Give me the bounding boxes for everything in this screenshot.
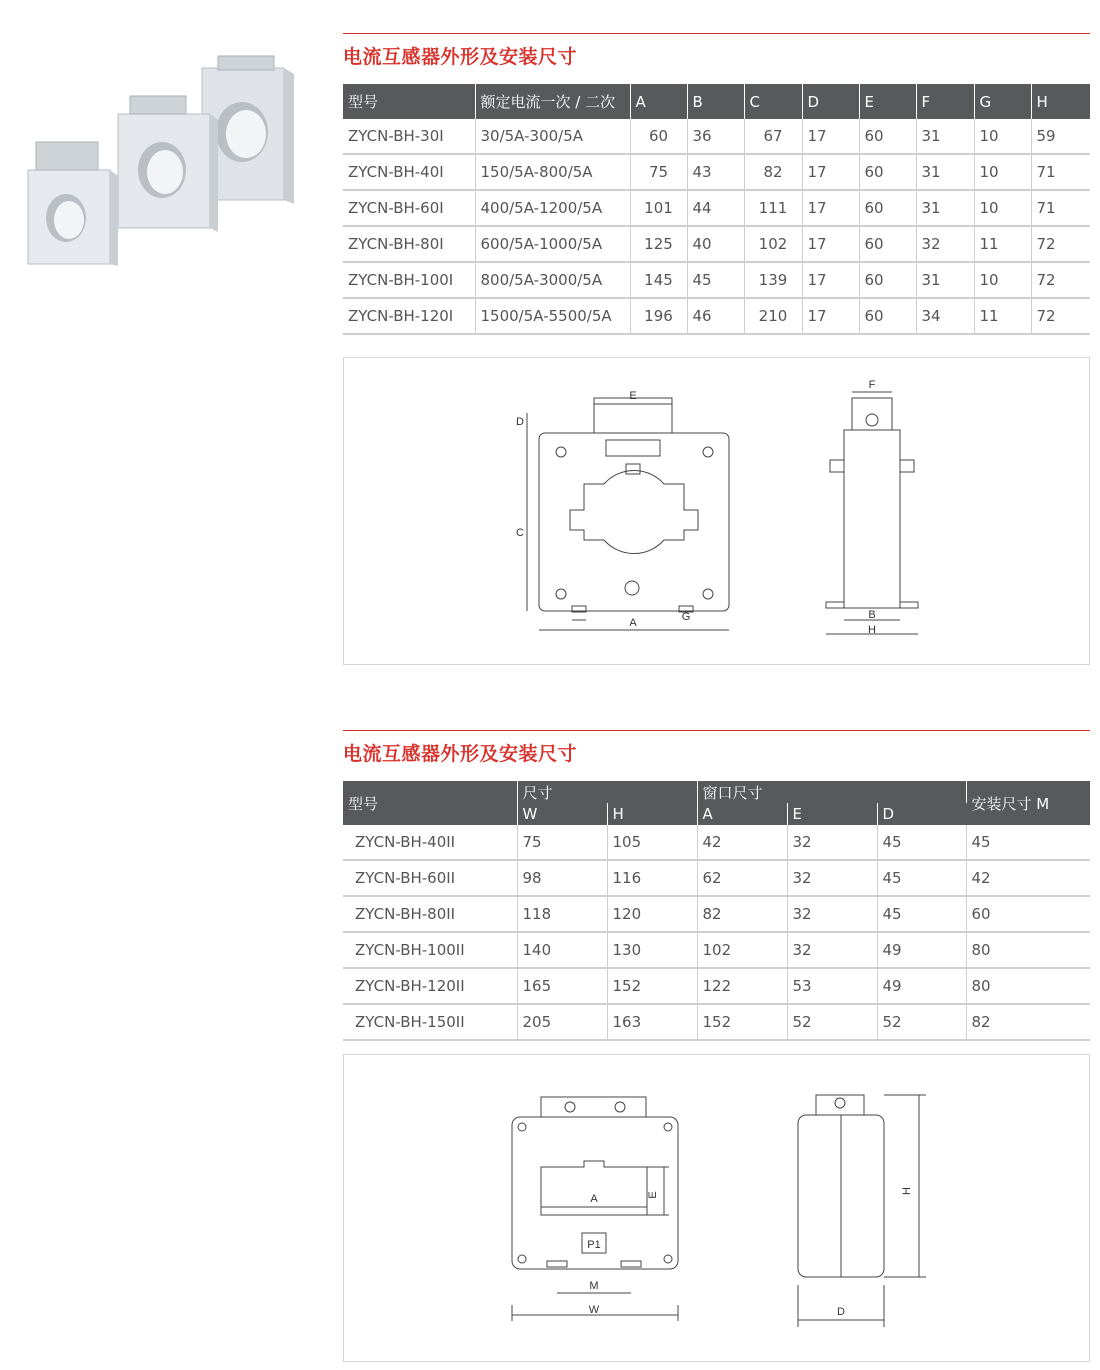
table-cell: 72 [1031, 298, 1090, 334]
table-cell: 42 [697, 825, 787, 860]
table-cell: 32 [787, 896, 877, 932]
header-D: D [877, 803, 966, 825]
product-image [22, 52, 312, 272]
table-row [343, 896, 1090, 932]
table-cell: 60 [859, 262, 916, 298]
table-cell: 10 [974, 119, 1031, 154]
table-cell: 82 [966, 1004, 1090, 1040]
table-cell: 102 [744, 226, 802, 262]
label2-E: E [647, 1191, 659, 1199]
table-cell: 130 [607, 932, 697, 968]
table-row [343, 1004, 1090, 1040]
table-cell: ZYCN-BH-80II [343, 896, 517, 932]
table-cell: 10 [974, 190, 1031, 226]
table-row [343, 932, 1090, 968]
table-cell: 17 [802, 298, 859, 334]
table-row [343, 262, 1090, 298]
table-cell: 10 [974, 154, 1031, 190]
table-cell: 125 [630, 226, 687, 262]
header-cell: G [974, 84, 1031, 119]
table-cell: 40 [687, 226, 744, 262]
table-cell: ZYCN-BH-100I [343, 262, 475, 298]
table-cell: 45 [877, 825, 966, 860]
transformer-medium [118, 96, 218, 232]
table-cell: 60 [859, 119, 916, 154]
table-cell: 98 [517, 860, 607, 896]
table-cell: ZYCN-BH-30I [343, 119, 475, 154]
label-D: D [516, 416, 524, 428]
table-row [343, 825, 1090, 860]
table-cell: ZYCN-BH-120II [343, 968, 517, 1004]
table-cell: 60 [966, 896, 1090, 932]
table-cell: ZYCN-BH-120I [343, 298, 475, 334]
table-cell: 42 [966, 860, 1090, 896]
table-cell: 116 [607, 860, 697, 896]
table-cell: 71 [1031, 190, 1090, 226]
table-cell: 34 [916, 298, 974, 334]
table-cell: 152 [607, 968, 697, 1004]
table-cell: 400/5A-1200/5A [475, 190, 630, 226]
table-row [343, 119, 1090, 154]
table-cell: 45 [687, 262, 744, 298]
table-row [343, 190, 1090, 226]
table-cell: 10 [974, 262, 1031, 298]
header-cell: 额定电流一次 / 二次 [475, 84, 630, 119]
table-cell: 163 [607, 1004, 697, 1040]
table-cell: 80 [966, 932, 1090, 968]
table-cell: ZYCN-BH-80I [343, 226, 475, 262]
table-cell: 152 [697, 1004, 787, 1040]
table-cell: 105 [607, 825, 697, 860]
table-cell: ZYCN-BH-60II [343, 860, 517, 896]
table-cell: 210 [744, 298, 802, 334]
table-cell: 32 [916, 226, 974, 262]
table-cell: 17 [802, 119, 859, 154]
table-cell: ZYCN-BH-60I [343, 190, 475, 226]
header-cell: 型号 [343, 84, 475, 119]
table-cell: 150/5A-800/5A [475, 154, 630, 190]
table-cell: 800/5A-3000/5A [475, 262, 630, 298]
table-cell: 36 [687, 119, 744, 154]
table-cell: 82 [697, 896, 787, 932]
table-cell: 120 [607, 896, 697, 932]
table-cell: 32 [787, 860, 877, 896]
table-row [343, 860, 1090, 896]
table-cell: 60 [859, 190, 916, 226]
header-cell: D [802, 84, 859, 119]
header-cell: B [687, 84, 744, 119]
spec-table-2 [343, 781, 1090, 1041]
table-cell: 67 [744, 119, 802, 154]
table-cell: 60 [859, 226, 916, 262]
table-cell: 45 [877, 860, 966, 896]
table-cell: 111 [744, 190, 802, 226]
table-cell: 53 [787, 968, 877, 1004]
table-cell: 72 [1031, 262, 1090, 298]
table-cell: 43 [687, 154, 744, 190]
table-cell: 32 [787, 825, 877, 860]
table-row [343, 154, 1090, 190]
table-cell: 11 [974, 298, 1031, 334]
header-cell: H [1031, 84, 1090, 119]
header-cell: F [916, 84, 974, 119]
table-cell: 75 [517, 825, 607, 860]
header-cell: A [630, 84, 687, 119]
table-cell: 82 [744, 154, 802, 190]
label-B: B [868, 609, 876, 621]
header-size: 尺寸 [517, 781, 697, 803]
label-G: G [681, 611, 691, 623]
table-cell: 59 [1031, 119, 1090, 154]
table-cell: 17 [802, 154, 859, 190]
table-cell: ZYCN-BH-40II [343, 825, 517, 860]
table-cell: 139 [744, 262, 802, 298]
table-row [343, 968, 1090, 1004]
table-cell: 17 [802, 262, 859, 298]
table-cell: 45 [877, 896, 966, 932]
table-cell: 60 [859, 298, 916, 334]
table-cell: 11 [974, 226, 1031, 262]
header-cell: C [744, 84, 802, 119]
label2-W: W [588, 1304, 600, 1316]
table-cell: 52 [787, 1004, 877, 1040]
table-cell: 31 [916, 154, 974, 190]
table-cell: 122 [697, 968, 787, 1004]
table-cell: 17 [802, 226, 859, 262]
label2-P1: P1 [587, 1239, 601, 1251]
label2-H: H [901, 1187, 913, 1195]
table-cell: 31 [916, 190, 974, 226]
table-cell: ZYCN-BH-150II [343, 1004, 517, 1040]
label-E: E [629, 390, 637, 402]
table-cell: 80 [966, 968, 1090, 1004]
header-model: 型号 [343, 781, 517, 825]
label2-A: A [590, 1193, 598, 1205]
header-window: 窗口尺寸 [697, 781, 966, 803]
label2-D: D [837, 1306, 845, 1318]
dimension-diagram-1 [343, 357, 1090, 665]
table-cell: 196 [630, 298, 687, 334]
transformer-small [28, 142, 118, 266]
table-header-row [343, 84, 1090, 119]
table-cell: 72 [1031, 226, 1090, 262]
table-cell: 60 [630, 119, 687, 154]
label2-M: M [589, 1280, 599, 1292]
table-cell: 101 [630, 190, 687, 226]
table-cell: 52 [877, 1004, 966, 1040]
label-F: F [868, 379, 876, 391]
spec-table-1 [343, 84, 1090, 335]
table-cell: 118 [517, 896, 607, 932]
table-cell: 75 [630, 154, 687, 190]
table-cell: 62 [697, 860, 787, 896]
dimension-diagram-2 [343, 1054, 1090, 1362]
table-cell: 32 [787, 932, 877, 968]
table-cell: 31 [916, 262, 974, 298]
section2-title: 电流互感器外形及安装尺寸 [343, 730, 1090, 766]
table-row [343, 298, 1090, 334]
table-cell: 1500/5A-5500/5A [475, 298, 630, 334]
table-cell: 71 [1031, 154, 1090, 190]
table-cell: 30/5A-300/5A [475, 119, 630, 154]
table-cell: 45 [966, 825, 1090, 860]
header-W: W [517, 803, 607, 825]
label-H: H [868, 624, 876, 636]
table-cell: 600/5A-1000/5A [475, 226, 630, 262]
table-cell: ZYCN-BH-100II [343, 932, 517, 968]
table-cell: 49 [877, 968, 966, 1004]
table-cell: 49 [877, 932, 966, 968]
header-A: A [697, 803, 787, 825]
table-cell: 44 [687, 190, 744, 226]
table-cell: 102 [697, 932, 787, 968]
label-A: A [629, 617, 637, 629]
header-H: H [607, 803, 697, 825]
table-cell: 140 [517, 932, 607, 968]
table-cell: ZYCN-BH-40I [343, 154, 475, 190]
table-cell: 31 [916, 119, 974, 154]
table-cell: 60 [859, 154, 916, 190]
label-C: C [516, 527, 524, 539]
table-cell: 46 [687, 298, 744, 334]
table-cell: 17 [802, 190, 859, 226]
table-cell: 145 [630, 262, 687, 298]
header-cell: E [859, 84, 916, 119]
header-E: E [787, 803, 877, 825]
table-cell: 205 [517, 1004, 607, 1040]
section1-title: 电流互感器外形及安装尺寸 [343, 33, 1090, 69]
table-cell: 165 [517, 968, 607, 1004]
header-mount: 安装尺寸 M [966, 781, 1090, 825]
table-row [343, 226, 1090, 262]
